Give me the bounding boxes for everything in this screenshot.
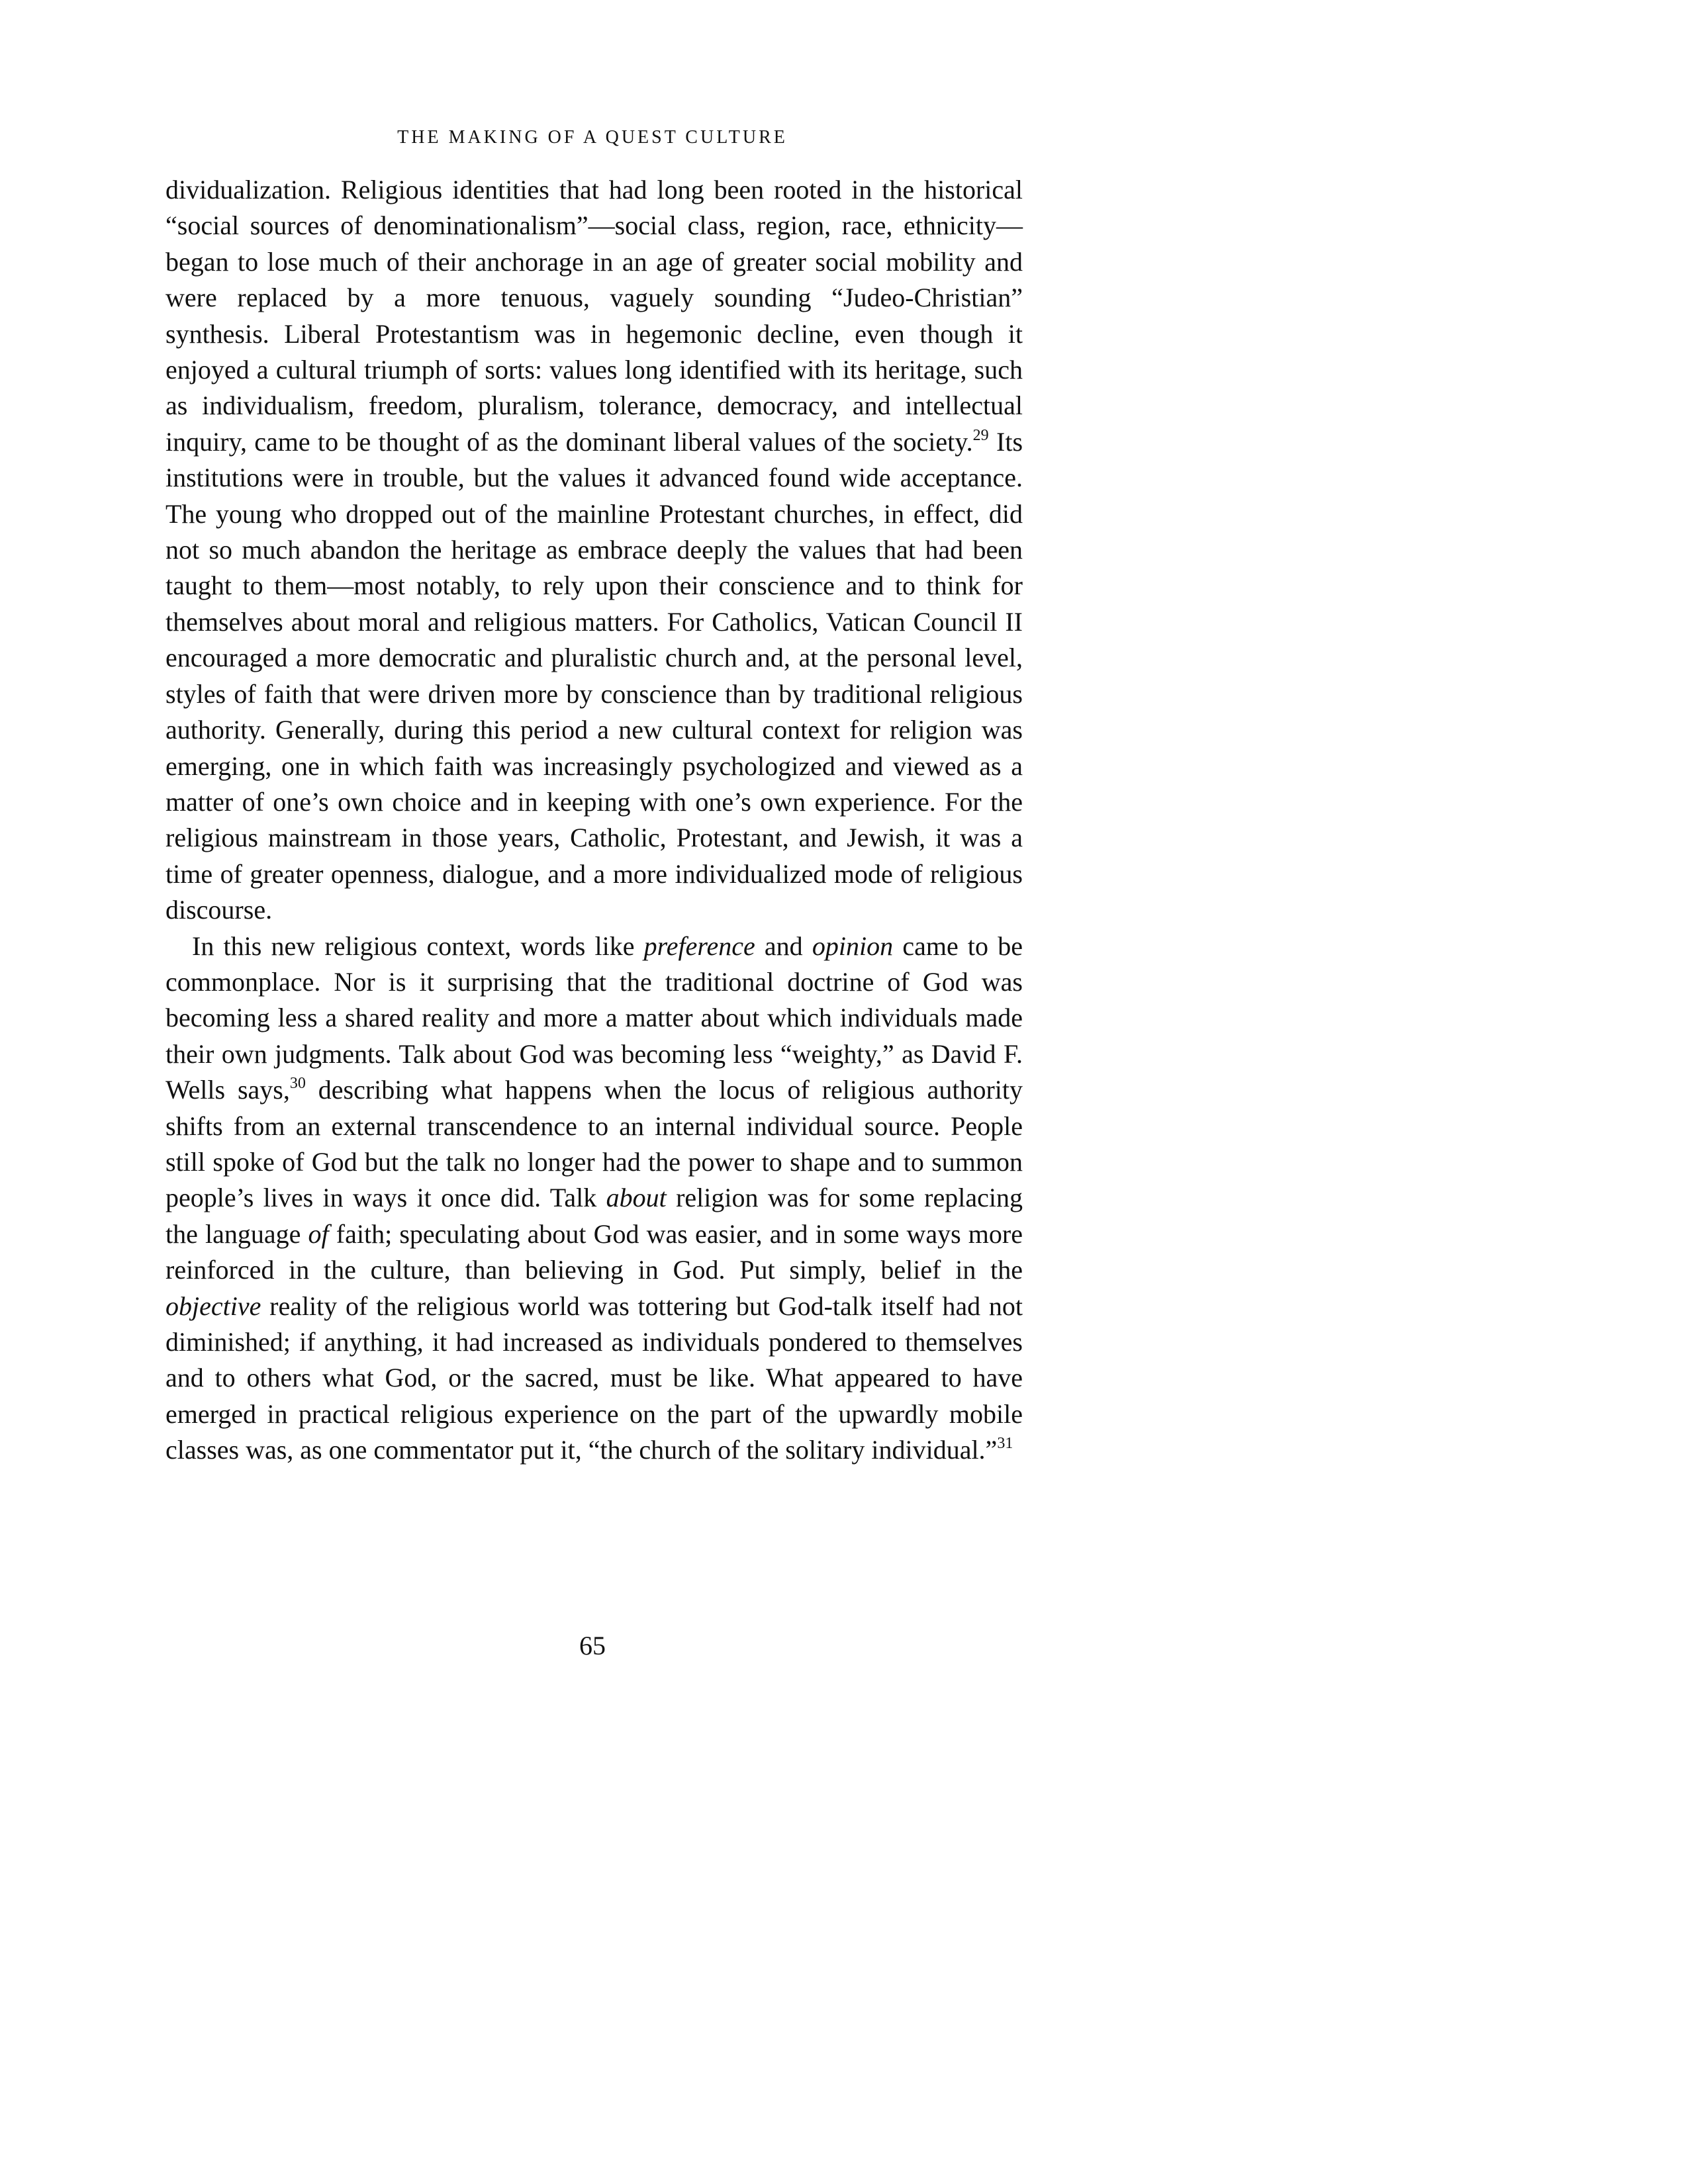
paragraph-2 xyxy=(165,929,1023,1469)
paragraph-2-text: reality of the religious world was tottering but God-talk itself had not diminished; if anything, it had increased as individuals pondered to themselves and to others what God, or the sacred, must be like. What appeared to have emerged in practical religious experience on the part of the upwardly mobile classes was, as one commentator put it, “the church of the solitary individual.” xyxy=(165,1291,1023,1465)
paragraph-1-text: dividualization. Religious identities that had long been rooted in the historical “social sources of denominationalism”—social class, region, race, ethnicity—began to lose much of their anchorage in an age of greater social mobility and were replaced by a more tenuous, vaguely sounding “Judeo-Christian” synthesis. Liberal Protestantism was in hegemonic decline, even though it enjoyed a cultural triumph of sorts: values long identified with its heritage, such as individualism, freedom, pluralism, tolerance, democracy, and intellectual inquiry, came to be thought of as the dominant liberal values of the society. xyxy=(165,175,1023,457)
paragraph-2-text: describing what happens when the locus of religious authority shifts from an external transcendence to an internal individual source. People still spoke of God but the talk no longer had the power to shape and to summon people’s lives in ways it once did. Talk xyxy=(165,1075,1023,1213)
paragraph-2-text: and xyxy=(755,931,812,961)
paragraph-2-text: faith; speculating about God was easier, and in some ways more reinforced in the culture, than believing in God. Put simply, belief in the xyxy=(165,1218,1023,1285)
italic-word-of: of xyxy=(308,1218,329,1249)
paragraph-1 xyxy=(165,172,1023,929)
paragraph-2-text: religion was for some replacing the language xyxy=(165,1183,1023,1249)
paragraph-2-text: came to be commonplace. Nor is it surprising that the traditional doctrine of God was becoming less a shared reality and more a matter about which individuals made their own judgments. Talk about God was becoming less “weighty,” as David F. Wells says, xyxy=(165,931,1023,1105)
paragraph-1-text-cont: Its institutions were in trouble, but the values it advanced found wide acceptance. The young who dropped out of the mainline Protestant churches, in effect, did not so much abandon the heritage as embrace deeply the values that had been taught to them—most notably, to rely upon their conscience and to think for themselves about moral and religious matters. For Catholics, Vatican Council II encouraged a more democratic and pluralistic church and, at the personal level, styles of faith that were driven more by conscience than by traditional religious authority. Generally, during this period a new cultural context for religion was emerging, one in which faith was increasingly psychologized and viewed as a matter of one’s own choice and in keeping with one’s own experience. For the religious mainstream in those years, Catholic, Protestant, and Jewish, it was a time of greater openness, dialogue, and a more individualized mode of religious discourse. xyxy=(165,426,1023,925)
page-number: 65 xyxy=(579,1631,606,1661)
italic-word-objective: objective xyxy=(165,1291,261,1321)
italic-word-preference: preference xyxy=(643,931,755,961)
running-head: THE MAKING OF A QUEST CULTURE xyxy=(397,127,788,148)
footnote-ref-30: 30 xyxy=(289,1074,306,1092)
footnote-ref-31: 31 xyxy=(997,1434,1013,1452)
italic-word-opinion: opinion xyxy=(812,931,894,961)
footnote-ref-29: 29 xyxy=(972,426,989,444)
paragraph-2-text: In this new religious context, words like xyxy=(192,931,644,961)
body-text xyxy=(165,172,1023,1469)
italic-word-about: about xyxy=(606,1183,667,1213)
